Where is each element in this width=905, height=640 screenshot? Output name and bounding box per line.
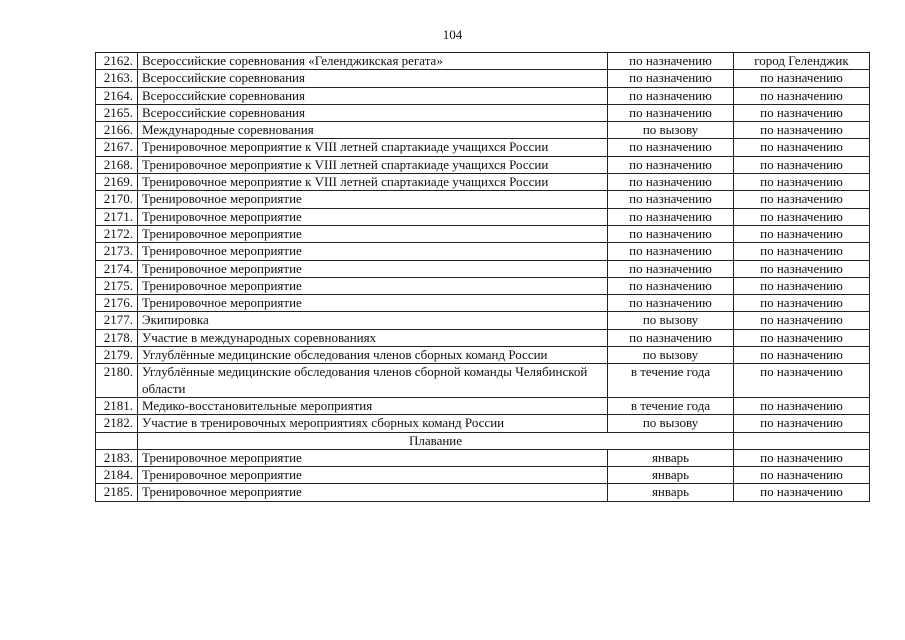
row-number: 2182. [96, 415, 138, 432]
table-row [96, 312, 870, 329]
row-number: 2175. [96, 277, 138, 294]
table-row [96, 225, 870, 242]
event-name: Участие в тренировочных мероприятиях сборных команд России [138, 415, 608, 432]
event-date: в течение года [608, 364, 734, 398]
event-name: Международные соревнования [138, 122, 608, 139]
table-row [96, 277, 870, 294]
row-number: 2168. [96, 156, 138, 173]
events-table [95, 52, 870, 502]
table-row [96, 174, 870, 191]
event-place: по назначению [734, 87, 870, 104]
event-place: по назначению [734, 449, 870, 466]
event-name: Всероссийские соревнования [138, 87, 608, 104]
event-place: по назначению [734, 329, 870, 346]
event-name: Тренировочное мероприятие [138, 208, 608, 225]
event-place: по назначению [734, 260, 870, 277]
event-name: Участие в международных соревнованиях [138, 329, 608, 346]
table-row [96, 53, 870, 70]
table-row [96, 449, 870, 466]
event-name: Тренировочное мероприятие [138, 449, 608, 466]
table-row [96, 191, 870, 208]
table-row [96, 467, 870, 484]
row-number: 2178. [96, 329, 138, 346]
section-empty-cell [734, 432, 870, 449]
table-row [96, 347, 870, 364]
row-number: 2170. [96, 191, 138, 208]
table-row [96, 484, 870, 501]
page-number: 104 [442, 27, 463, 42]
event-date: по назначению [608, 104, 734, 121]
table-row [96, 156, 870, 173]
event-place: по назначению [734, 397, 870, 414]
event-name: Углублённые медицинские обследования членов сборной команды Челябинской области [138, 364, 608, 398]
row-number: 2176. [96, 295, 138, 312]
event-place: по назначению [734, 122, 870, 139]
row-number: 2174. [96, 260, 138, 277]
event-name: Тренировочное мероприятие [138, 484, 608, 501]
event-date: по назначению [608, 329, 734, 346]
events-table-body [96, 53, 870, 502]
table-row [96, 243, 870, 260]
event-place: по назначению [734, 174, 870, 191]
table-row [96, 364, 870, 398]
event-date: по назначению [608, 295, 734, 312]
event-date: по назначению [608, 191, 734, 208]
event-date: по назначению [608, 260, 734, 277]
row-number: 2177. [96, 312, 138, 329]
event-date: по назначению [608, 243, 734, 260]
event-name: Всероссийские соревнования [138, 70, 608, 87]
table-row [96, 415, 870, 432]
event-date: по назначению [608, 208, 734, 225]
row-number: 2181. [96, 397, 138, 414]
event-name: Тренировочное мероприятие к VIII летней спартакиаде учащихся России [138, 139, 608, 156]
event-place: по назначению [734, 295, 870, 312]
row-number: 2179. [96, 347, 138, 364]
row-number: 2173. [96, 243, 138, 260]
event-date: по назначению [608, 139, 734, 156]
table-row [96, 295, 870, 312]
event-date: по назначению [608, 277, 734, 294]
row-number: 2165. [96, 104, 138, 121]
event-date: январь [608, 484, 734, 501]
row-number: 2167. [96, 139, 138, 156]
table-row [96, 122, 870, 139]
event-date: январь [608, 467, 734, 484]
event-name: Тренировочное мероприятие к VIII летней спартакиаде учащихся России [138, 174, 608, 191]
event-name: Тренировочное мероприятие к VIII летней спартакиаде учащихся России [138, 156, 608, 173]
row-number: 2162. [96, 53, 138, 70]
section-title: Плавание [138, 432, 734, 449]
event-place: по назначению [734, 225, 870, 242]
section-row [96, 432, 870, 449]
event-name: Тренировочное мероприятие [138, 295, 608, 312]
event-name: Тренировочное мероприятие [138, 277, 608, 294]
event-name: Экипировка [138, 312, 608, 329]
event-place: по назначению [734, 104, 870, 121]
event-date: январь [608, 449, 734, 466]
event-name: Тренировочное мероприятие [138, 260, 608, 277]
event-place: по назначению [734, 139, 870, 156]
event-date: по назначению [608, 225, 734, 242]
row-number: 2172. [96, 225, 138, 242]
event-date: по назначению [608, 156, 734, 173]
event-date: по назначению [608, 174, 734, 191]
row-number: 2163. [96, 70, 138, 87]
table-row [96, 70, 870, 87]
event-name: Всероссийские соревнования [138, 104, 608, 121]
event-place: город Геленджик [734, 53, 870, 70]
event-place: по назначению [734, 312, 870, 329]
event-date: по назначению [608, 87, 734, 104]
table-row [96, 87, 870, 104]
event-place: по назначению [734, 277, 870, 294]
event-name: Всероссийские соревнования «Геленджикская регата» [138, 53, 608, 70]
row-number: 2184. [96, 467, 138, 484]
event-name: Медико-восстановительные мероприятия [138, 397, 608, 414]
row-number: 2183. [96, 449, 138, 466]
event-place: по назначению [734, 415, 870, 432]
event-place: по назначению [734, 70, 870, 87]
event-date: по вызову [608, 312, 734, 329]
row-number: 2166. [96, 122, 138, 139]
event-date: по назначению [608, 70, 734, 87]
event-name: Тренировочное мероприятие [138, 243, 608, 260]
event-name: Углублённые медицинские обследования членов сборных команд России [138, 347, 608, 364]
row-number: 2171. [96, 208, 138, 225]
event-name: Тренировочное мероприятие [138, 467, 608, 484]
row-number: 2164. [96, 87, 138, 104]
event-place: по назначению [734, 208, 870, 225]
event-place: по назначению [734, 191, 870, 208]
table-row [96, 329, 870, 346]
row-number: 2180. [96, 364, 138, 398]
table-row [96, 104, 870, 121]
event-date: в течение года [608, 397, 734, 414]
event-place: по назначению [734, 467, 870, 484]
event-date: по вызову [608, 415, 734, 432]
event-name: Тренировочное мероприятие [138, 225, 608, 242]
event-date: по вызову [608, 122, 734, 139]
event-place: по назначению [734, 347, 870, 364]
event-place: по назначению [734, 156, 870, 173]
event-date: по вызову [608, 347, 734, 364]
event-place: по назначению [734, 364, 870, 398]
event-place: по назначению [734, 243, 870, 260]
row-number: 2185. [96, 484, 138, 501]
event-name: Тренировочное мероприятие [138, 191, 608, 208]
event-date: по назначению [608, 53, 734, 70]
table-row [96, 260, 870, 277]
table-row [96, 139, 870, 156]
section-empty-cell [96, 432, 138, 449]
table-row [96, 397, 870, 414]
event-place: по назначению [734, 484, 870, 501]
row-number: 2169. [96, 174, 138, 191]
table-row [96, 208, 870, 225]
